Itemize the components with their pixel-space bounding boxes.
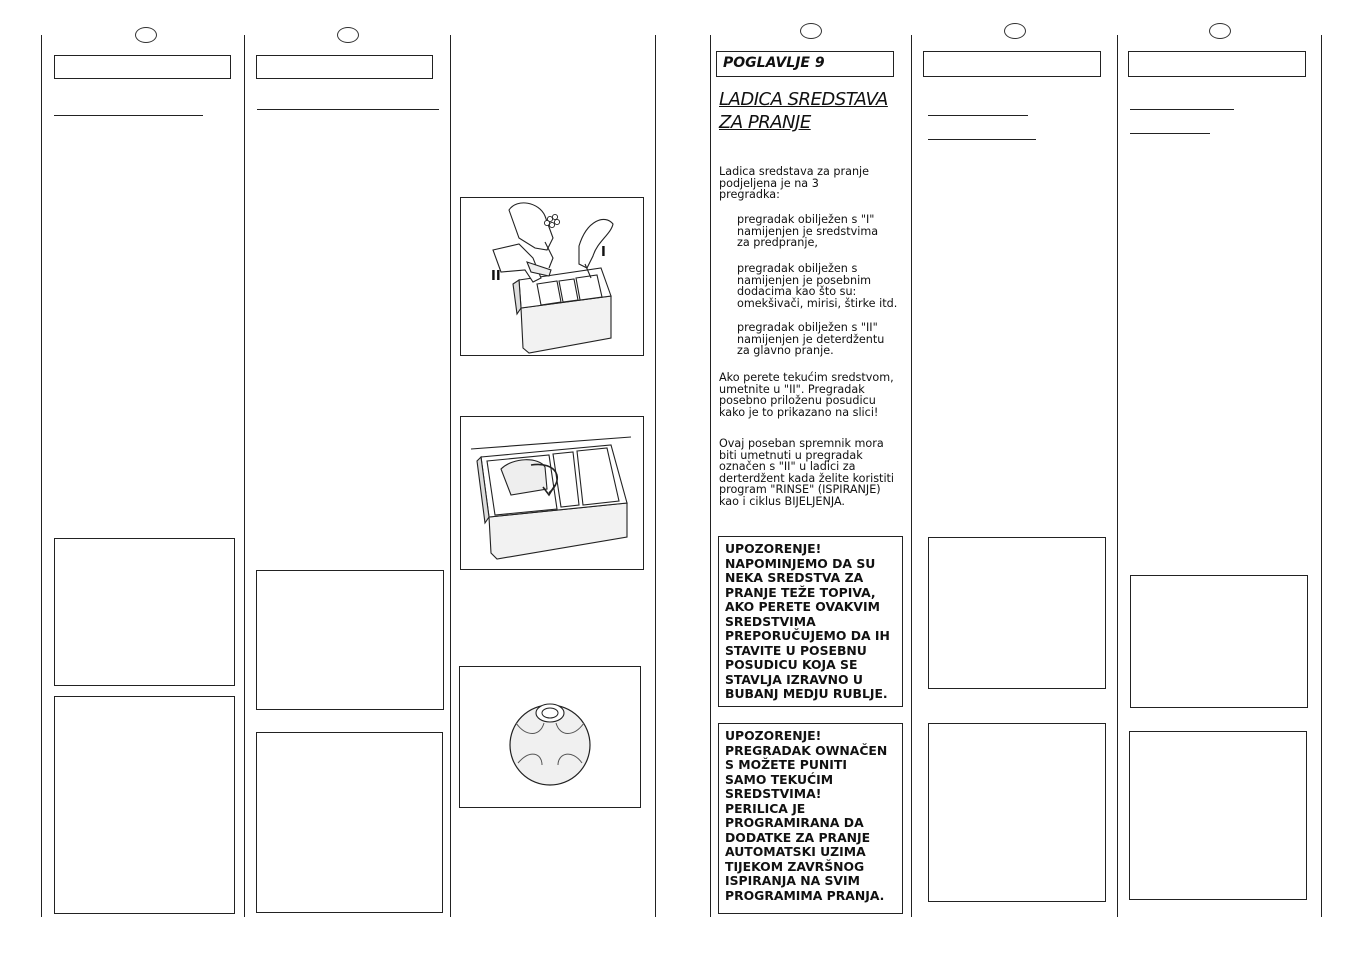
liquid-detergent-paragraph: Ako perete tekućim sredstvom, umetnite u "II". Pregradak posebno priloženu posudicu kako je to prikazano na slici! — [719, 371, 894, 419]
compartment-label-i: I — [601, 245, 606, 260]
warning-box-2: UPOZORENJE! PREGRADAK OWNAČEN S MOŽETE PUNITI SAMO TEKUĆIM SREDSTVIMA! PERILICA JE PROGRAMIRANA DA DODATKE ZA PRANJE AUTOMATSKI UZIMA TIJEKOM ZAVRŠNOG ISPIRANJA NA SVIM PROGRAMIMA PRANJA. — [718, 723, 903, 914]
compartment-item-2: pregradak obilježen s namijenjen je posebnim dodacima kao što su: omekšivači, mirisi, štirke itd. — [737, 262, 898, 310]
language-oval — [1004, 23, 1026, 39]
chapter-header-box — [54, 55, 231, 79]
column-divider — [1117, 35, 1118, 917]
warning-box — [256, 570, 444, 710]
language-oval — [800, 23, 822, 39]
title-line-1: LADICA SREDSTAVA — [719, 89, 888, 110]
column-divider — [655, 35, 656, 917]
title-underline — [928, 139, 1036, 140]
title-underline — [1130, 109, 1234, 110]
column-divider — [244, 35, 245, 917]
warning-box — [928, 723, 1106, 902]
warning-box — [1130, 575, 1308, 708]
title-line-2: ZA PRANJE — [719, 112, 811, 133]
warning-box — [54, 538, 235, 686]
figure-pouring-detergent — [460, 197, 644, 356]
title-underline — [54, 115, 203, 116]
language-oval — [135, 27, 157, 43]
column-divider — [450, 35, 451, 917]
column-divider — [911, 35, 912, 917]
detergent-drawer-pouring-illustration — [461, 198, 642, 354]
language-oval — [337, 27, 359, 43]
dosing-ball-illustration — [460, 667, 639, 806]
drawer-insert-illustration — [461, 417, 642, 568]
figure-dosing-ball — [459, 666, 641, 808]
column-divider — [41, 35, 42, 917]
warning-box — [1129, 731, 1307, 900]
compartment-item-1: pregradak obilježen s "I" namijenjen je sredstvima za predpranje, — [737, 213, 879, 250]
title-underline — [928, 115, 1028, 116]
chapter-header-box — [923, 51, 1101, 77]
figure-liquid-container-insert — [460, 416, 644, 570]
compartment-item-3: pregradak obilježen s "II" namijenjen je deterdžentu za glavno pranje. — [737, 321, 885, 358]
column-divider — [1321, 35, 1322, 917]
warning-box — [54, 696, 235, 914]
warning-box — [928, 537, 1106, 689]
chapter-header-box — [256, 55, 433, 79]
title-underline — [1130, 133, 1210, 134]
compartment-label-ii: II — [491, 269, 501, 284]
language-oval — [1209, 23, 1231, 39]
page-title — [719, 88, 888, 134]
title-underline — [257, 109, 439, 110]
chapter-header-box — [1128, 51, 1306, 77]
warning-box — [256, 732, 443, 913]
intro-paragraph: Ladica sredstava za pranje podjeljena je na 3 pregradka: — [719, 165, 870, 202]
flower-icon — [544, 214, 559, 227]
special-container-paragraph: Ovaj poseban spremnik mora biti umetnuti u pregradak označen s "II" u ladici za derterdžent kada želite koristiti program "RINSE" (ISPIRANJE) kao i ciklus BIJELJENJA. — [719, 437, 895, 508]
warning-box-1: UPOZORENJE! NAPOMINJEMO DA SU NEKA SREDSTVA ZA PRANJE TEŽE TOPIVA, AKO PERETE OVAKVIM SREDSTVIMA PREPORUČUJEMO DA IH STAVITE U POSEBNU POSUDICU KOJA SE STAVLJA IZRAVNO U BUBANJ MEDJU RUBLJE. — [718, 536, 903, 707]
chapter-label: POGLAVLJE 9 — [716, 51, 894, 77]
column-divider — [710, 35, 711, 917]
